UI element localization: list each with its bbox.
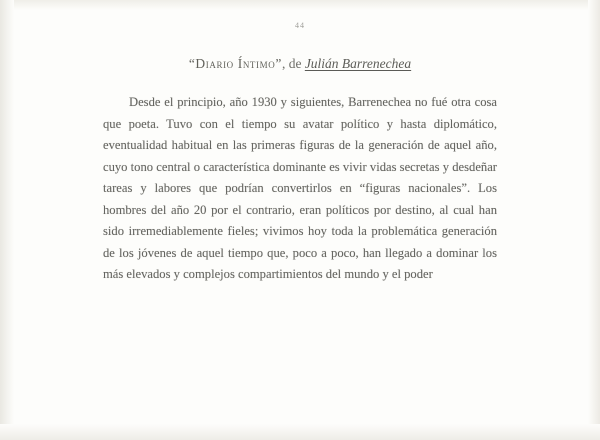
article-title <box>0 56 600 72</box>
title-work-name: “Diario Íntimo” <box>188 56 282 71</box>
page-number: 44 <box>295 21 305 30</box>
page-edge-top <box>0 0 600 10</box>
body-paragraph: Desde el principio, año 1930 y siguientes, Barrenechea no fué otra cosa que poeta. Tuvo con el tiempo su avatar político y hasta diplomático, eventualidad habitual en las primeras figuras de la generación de aquel año, cuyo tono central o característica dominante es vivir vidas secretas y desdeñar tareas y labores que podrían convertirlos en “figuras nacionales”. Los hombres del año 20 por el contrario, eran políticos por destino, al cual han sido irremediablemente fieles; vivimos hoy toda la problemática generación de los jóvenes de aquel tiempo que, poco a poco, han llegado a dominar los más elevados y complejos compartimientos del mundo y el poder <box>103 95 497 281</box>
title-connector: , de <box>281 56 305 71</box>
page-edge-bottom <box>0 424 600 440</box>
title-author-name: Julián Barrenechea <box>304 56 412 71</box>
